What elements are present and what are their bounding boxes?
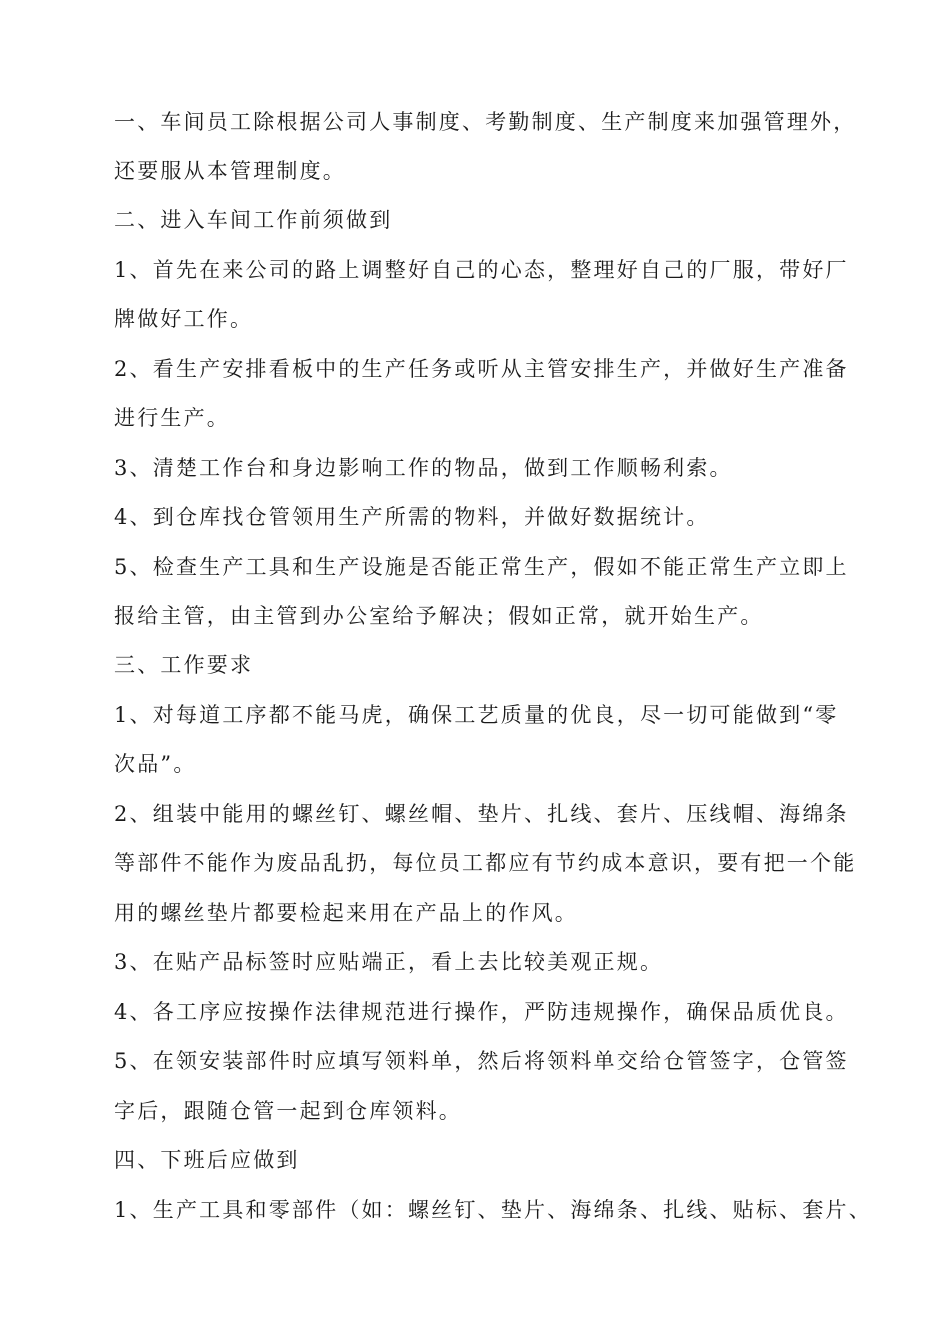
text-line: 2、组装中能用的螺丝钉、螺丝帽、垫片、扎线、套片、压线帽、海绵条 xyxy=(114,802,849,826)
section-heading: 二、进入车间工作前须做到 xyxy=(114,208,393,232)
text-line: 5、在领安装部件时应填写领料单，然后将领料单交给仓管签字，仓管签 xyxy=(114,1049,849,1073)
text-line: 2、看生产安排看板中的生产任务或听从主管安排生产，并做好生产准备 xyxy=(114,357,849,381)
text-line: 5、检查生产工具和生产设施是否能正常生产，假如不能正常生产立即上 xyxy=(114,555,849,579)
text-line: 1、生产工具和零部件（如：螺丝钉、垫片、海绵条、扎线、贴标、套片、 xyxy=(114,1198,872,1222)
text-line: 还要服从本管理制度。 xyxy=(114,159,346,183)
text-line: 4、到仓库找仓管领用生产所需的物料，并做好数据统计。 xyxy=(114,505,710,529)
text-line: 等部件不能作为废品乱扔，每位员工都应有节约成本意识，要有把一个能 xyxy=(114,851,857,875)
text-line: 4、各工序应按操作法律规范进行操作，严防违规操作，确保品质优良。 xyxy=(114,1000,849,1024)
text-line: 3、在贴产品标签时应贴端正，看上去比较美观正规。 xyxy=(114,950,664,974)
text-line: 用的螺丝垫片都要检起来用在产品上的作风。 xyxy=(114,901,578,925)
text-line: 一、车间员工除根据公司人事制度、考勤制度、生产制度来加强管理外， xyxy=(114,110,857,134)
text-line: 牌做好工作。 xyxy=(114,307,254,331)
text-line: 1、对每道工序都不能马虎，确保工艺质量的优良，尽一切可能做到“零 xyxy=(114,703,839,727)
text-line: 字后，跟随仓管一起到仓库领料。 xyxy=(114,1099,462,1123)
text-line: 1、首先在来公司的路上调整好自己的心态，整理好自己的厂服，带好厂 xyxy=(114,258,849,282)
text-line: 3、清楚工作台和身边影响工作的物品，做到工作顺畅利索。 xyxy=(114,456,733,480)
section-heading: 四、下班后应做到 xyxy=(114,1148,300,1172)
text-line: 报给主管，由主管到办公室给予解决；假如正常，就开始生产。 xyxy=(114,604,764,628)
text-line: 次品”。 xyxy=(114,752,197,776)
section-heading: 三、工作要求 xyxy=(114,653,254,677)
text-line: 进行生产。 xyxy=(114,406,230,430)
